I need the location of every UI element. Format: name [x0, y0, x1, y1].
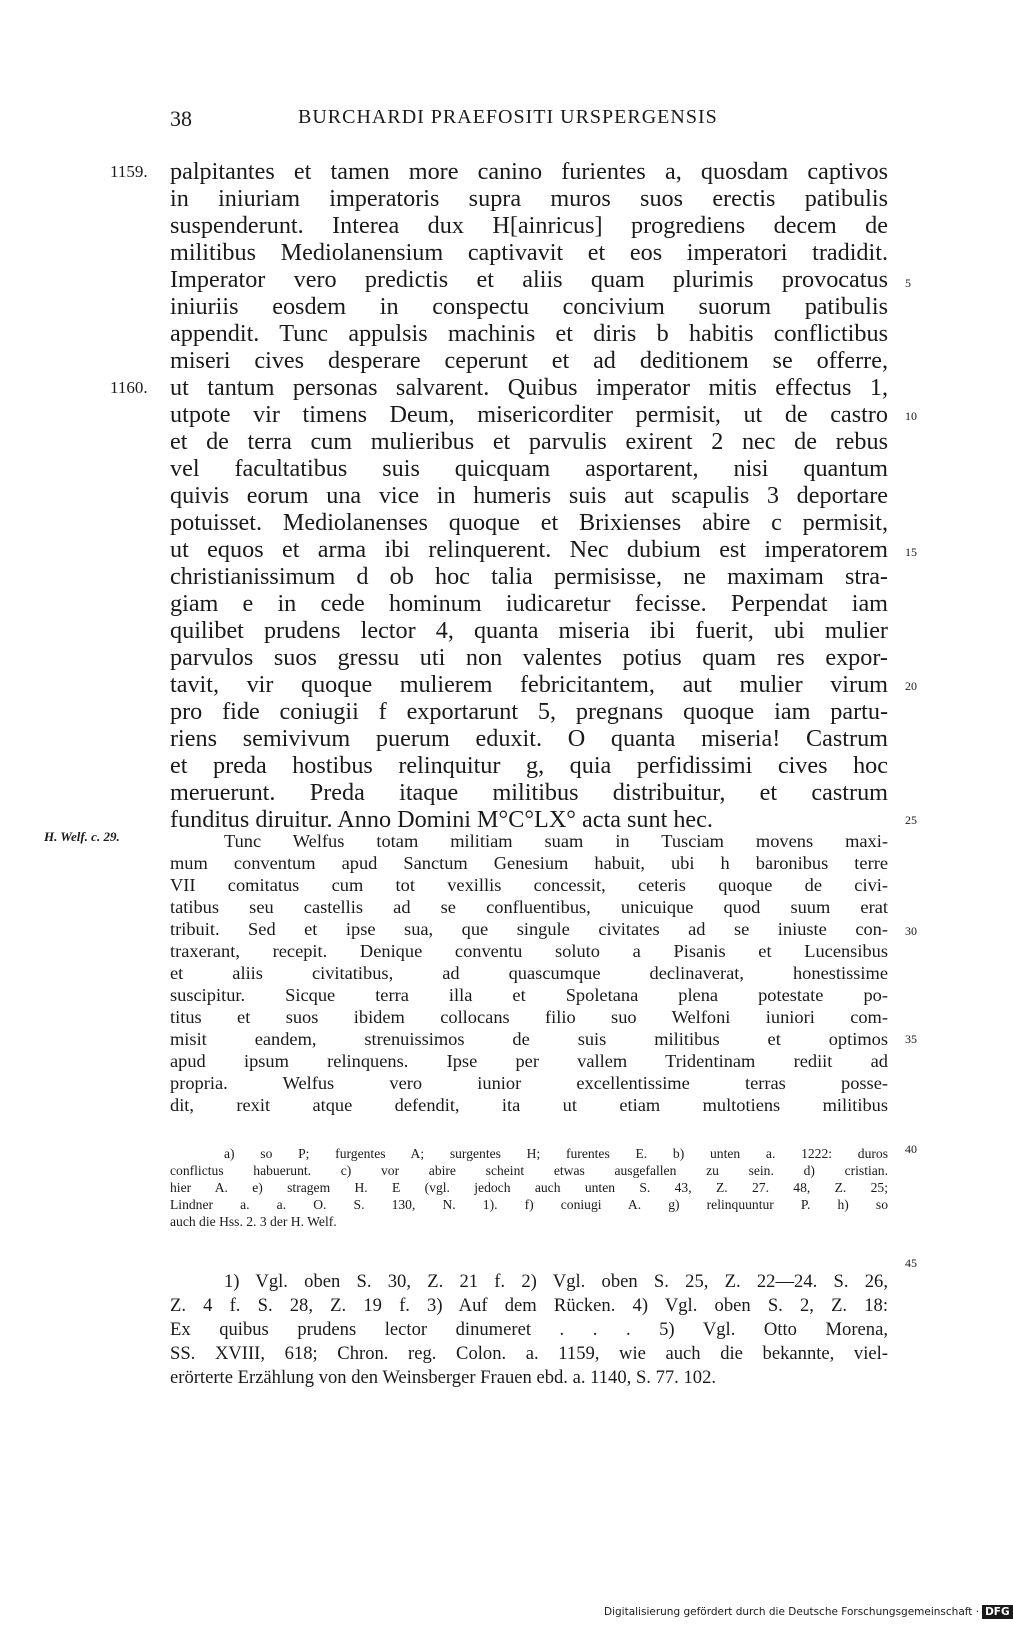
main-line: et de terra cum mulieribus et parvulis exirent 2 nec de rebus — [170, 428, 888, 455]
small-line: tatibus seu castellis ad se confluentibus, unicuique quod suum erat — [170, 897, 888, 917]
small-line: misit eandem, strenuissimos de suis militibus et optimos — [170, 1029, 888, 1049]
small-line: Tunc Welfus totam militiam suam in Tusciam movens maxi- — [224, 831, 888, 851]
main-line: quilibet prudens lector 4, quanta miseria ibi fuerit, ubi mulier — [170, 617, 888, 644]
main-line: in iniuriam imperatoris supra muros suos erectis patibulis — [170, 185, 888, 212]
line-number: 45 — [905, 1256, 917, 1270]
main-line: utpote vir timens Deum, misericorditer permisit, ut de castro — [170, 401, 888, 428]
main-line: tavit, vir quoque mulierem febricitantem, aut mulier virum — [170, 671, 888, 698]
line-number: 10 — [905, 409, 917, 423]
main-line: christianissimum d ob hoc talia permisisse, ne maximam stra- — [170, 563, 888, 590]
main-line: ut equos et arma ibi relinquerent. Nec dubium est imperatorem — [170, 536, 888, 563]
main-line: parvulos suos gressu uti non valentes potius quam res expor- — [170, 644, 888, 671]
small-line: traxerant, recepit. Denique conventu soluto a Pisanis et Lucensibus — [170, 941, 888, 961]
small-line: suscipitur. Sicque terra illa et Spoletana plena potestate po- — [170, 985, 888, 1005]
line-number: 25 — [905, 813, 917, 827]
line-number: 5 — [905, 276, 911, 290]
main-line: potuisset. Mediolanenses quoque et Brixienses abire c permisit, — [170, 509, 888, 536]
small-line: propria. Welfus vero iunior excellentissime terras posse- — [170, 1073, 888, 1093]
ref-line: Z. 4 f. S. 28, Z. 19 f. 3) Auf dem Rücken. 4) Vgl. oben S. 2, Z. 18: — [170, 1295, 888, 1316]
ref-line: SS. XVIII, 618; Chron. reg. Colon. a. 1159, wie auch die bekannte, viel- — [170, 1343, 888, 1364]
note-line: a) so P; furgentes A; surgentes H; furentes E. b) unten a. 1222: duros — [224, 1146, 888, 1161]
dfg-logo: DFG — [982, 1605, 1013, 1619]
small-line: tribuit. Sed et ipse sua, que singule civitates ad se iniuste con- — [170, 919, 888, 939]
digitization-credit — [604, 1605, 1010, 1621]
main-line: miseri cives desperare ceperunt et ad deditionem se offerre, — [170, 347, 888, 374]
main-line: palpitantes et tamen more canino furientes a, quosdam captivos — [170, 158, 888, 185]
line-number: 20 — [905, 679, 917, 693]
small-line: apud ipsum relinquens. Ipse per vallem Tridentinam rediit ad — [170, 1051, 888, 1071]
main-line: pro fide coniugii f exportarunt 5, pregnans quoque iam partu- — [170, 698, 888, 725]
line-number: 40 — [905, 1142, 917, 1156]
main-line: ut tantum personas salvarent. Quibus imperator mitis effectus 1, — [170, 374, 888, 401]
note-line: conflictus habuerunt. c) vor abire scheint etwas ausgefallen zu sein. d) cristian. — [170, 1163, 888, 1178]
small-line: dit, rexit atque defendit, ita ut etiam multotiens militibus — [170, 1095, 888, 1115]
main-line: Imperator vero predictis et aliis quam plurimis provocatus — [170, 266, 888, 293]
note-line: hier A. e) stragem H. E (vgl. jedoch auch unten S. 43, Z. 27. 48, Z. 25; — [170, 1180, 888, 1195]
margin-year-1160: 1160. — [110, 378, 148, 397]
main-line: appendit. Tunc appulsis machinis et diris b habitis conflictibus — [170, 320, 888, 347]
note-line: auch die Hss. 2. 3 der H. Welf. — [170, 1214, 337, 1229]
main-line: iniuriis eosdem in conspectu concivium suorum patibulis — [170, 293, 888, 320]
main-line: vel facultatibus suis quicquam asportarent, nisi quantum — [170, 455, 888, 482]
main-line: suspenderunt. Interea dux H[ainricus] progrediens decem de — [170, 212, 888, 239]
note-line: Lindner a. a. O. S. 130, N. 1). f) coniugi A. g) relinquuntur P. h) so — [170, 1197, 888, 1212]
main-line: militibus Mediolanensium captivavit et eos imperatori tradidit. — [170, 239, 888, 266]
line-number: 30 — [905, 924, 917, 938]
small-line: VII comitatus cum tot vexillis concessit, ceteris quoque de civi- — [170, 875, 888, 895]
credit-text: Digitalisierung gefördert durch die Deutsche Forschungsgemeinschaft · — [604, 1606, 980, 1618]
small-line: et aliis civitatibus, ad quascumque declinaverat, honestissime — [170, 963, 888, 983]
main-line: riens semivivum puerum eduxit. O quanta miseria! Castrum — [170, 725, 888, 752]
main-line: meruerunt. Preda itaque militibus distribuitur, et castrum — [170, 779, 888, 806]
margin-year-1159: 1159. — [110, 162, 148, 181]
running-title: BURCHARDI PRAEFOSITI URSPERGENSIS — [298, 106, 718, 128]
main-line: funditus diruitur. Anno Domini M°C°LX° acta sunt hec. — [170, 806, 713, 833]
page-number: 38 — [170, 106, 192, 131]
ref-line: Ex quibus prudens lector dinumeret . . . 5) Vgl. Otto Morena, — [170, 1319, 888, 1340]
main-line: quivis eorum una vice in humeris suis aut scapulis 3 deportare — [170, 482, 888, 509]
line-number: 35 — [905, 1032, 917, 1046]
main-line: et preda hostibus relinquitur g, quia perfidissimi cives hoc — [170, 752, 888, 779]
small-line: titus et suos ibidem collocans filio suo Welfoni iuniori com- — [170, 1007, 888, 1027]
main-line: giam e in cede hominum iudicaretur fecisse. Perpendat iam — [170, 590, 888, 617]
ref-line: erörterte Erzählung von den Weinsberger Frauen ebd. a. 1140, S. 77. 102. — [170, 1367, 717, 1388]
margin-source-ref: H. Welf. c. 29. — [44, 829, 120, 844]
ref-line: 1) Vgl. oben S. 30, Z. 21 f. 2) Vgl. oben S. 25, Z. 22—24. S. 26, — [224, 1271, 888, 1292]
small-line: mum conventum apud Sanctum Genesium habuit, ubi h baronibus terre — [170, 853, 888, 873]
line-number: 15 — [905, 545, 917, 559]
